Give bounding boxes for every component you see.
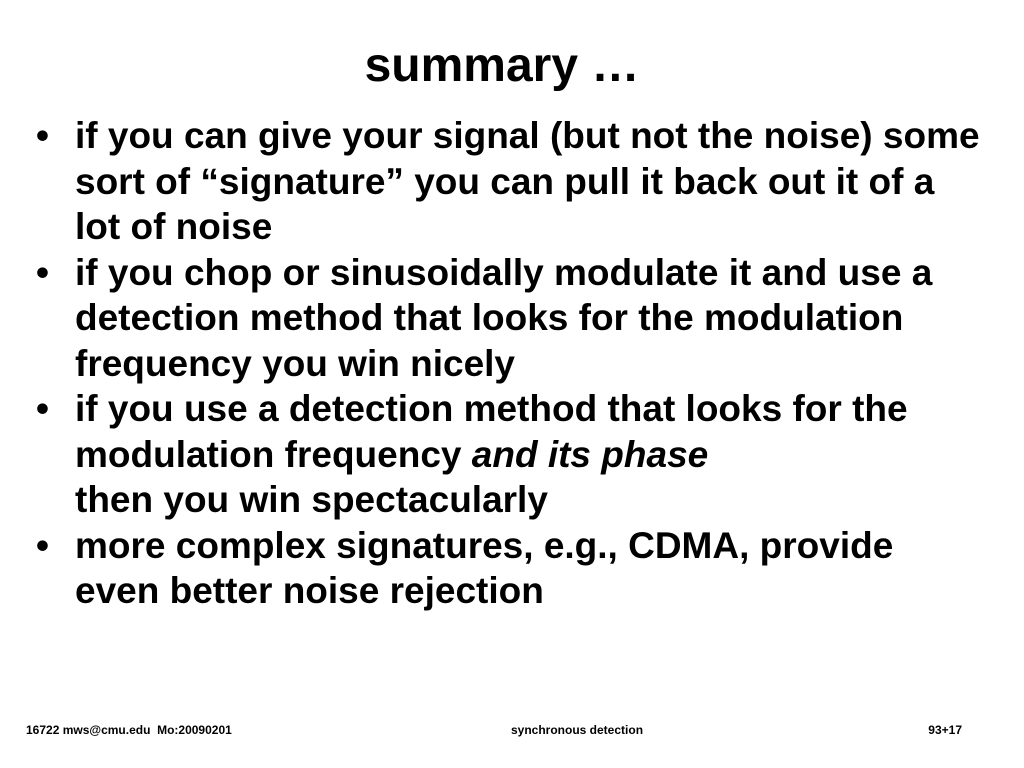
bullet-text: if you chop or sinusoidally modulate it and use a detection method that looks for the modulation frequency you win nicely bbox=[75, 251, 933, 384]
bullet-item-4 bbox=[36, 523, 986, 614]
footer-author-date: 16722 mws@cmu.edu Mo:20090201 bbox=[26, 723, 232, 737]
bullet-item-3 bbox=[36, 386, 986, 523]
bullet-list bbox=[36, 113, 986, 614]
bullet-text: if you can give your signal (but not the noise) some sort of “signature” you can pull it back out it of a lot of noise bbox=[75, 115, 980, 247]
bullet-icon: • bbox=[36, 388, 49, 429]
bullet-text-after: then you win spectacularly bbox=[75, 479, 548, 520]
footer-page-number: 93+17 bbox=[928, 723, 962, 737]
footer-topic: synchronous detection bbox=[511, 723, 644, 737]
bullet-text-emphasis: and its phase bbox=[471, 433, 709, 475]
bullet-icon: • bbox=[36, 251, 49, 293]
bullet-item-2 bbox=[36, 250, 986, 387]
bullet-text: more complex signatures, e.g., CDMA, provide even better noise rejection bbox=[75, 524, 894, 611]
bullet-text-before: if you use a detection method that looks for the modulation frequency bbox=[75, 388, 908, 475]
slide-title: summary … bbox=[364, 39, 640, 92]
bullet-text bbox=[75, 386, 986, 523]
bullet-item-1 bbox=[36, 113, 986, 250]
slide-footer bbox=[0, 721, 1024, 739]
bullet-icon: • bbox=[36, 115, 49, 156]
bullet-icon: • bbox=[36, 524, 49, 566]
